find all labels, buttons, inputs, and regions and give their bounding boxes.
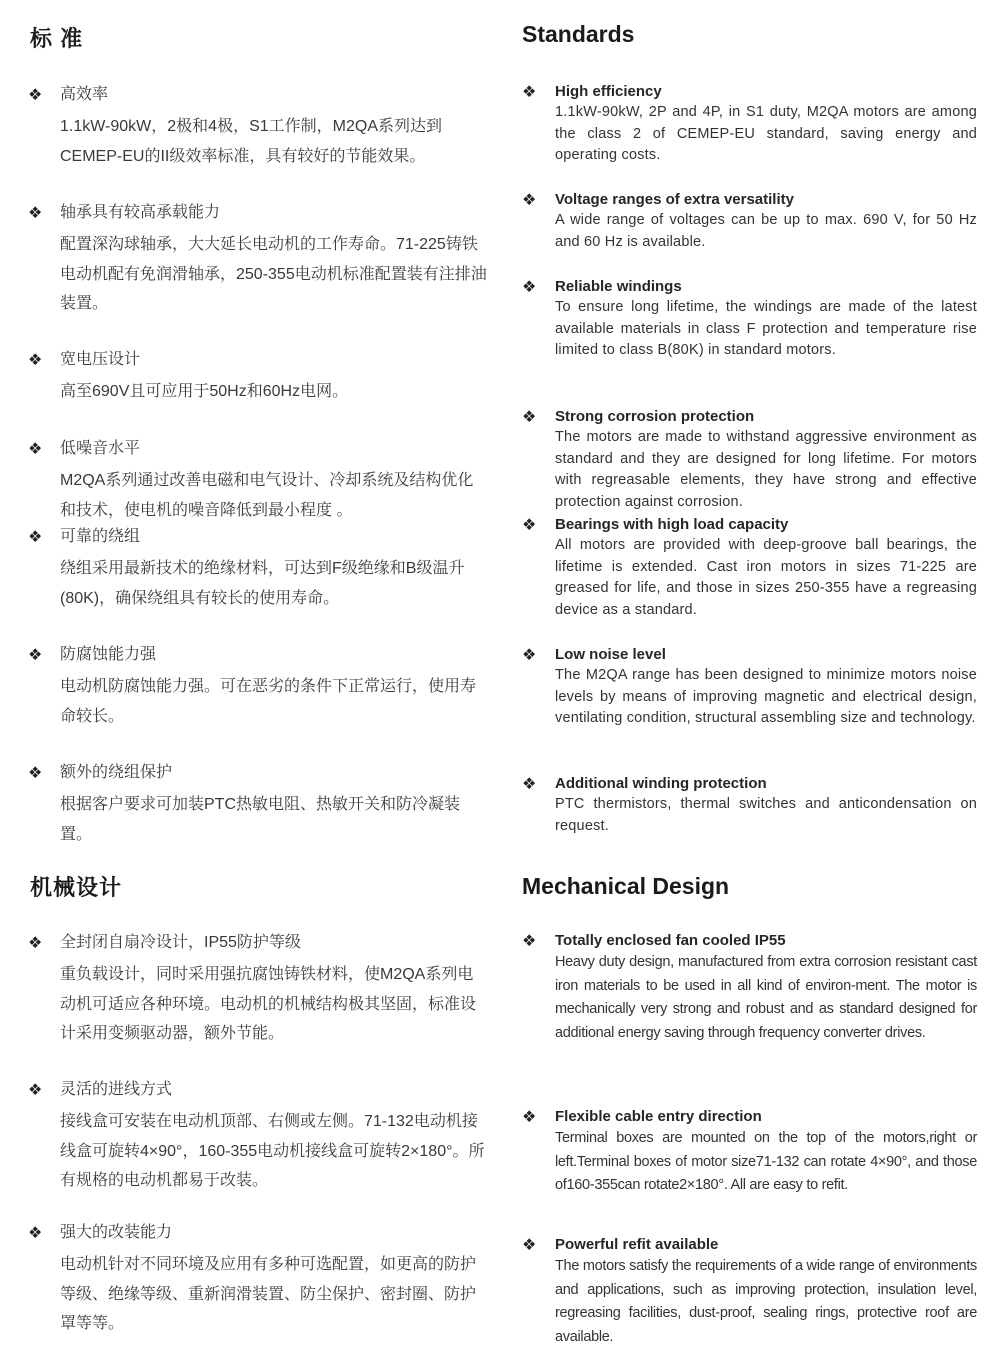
list-item: [28, 83, 488, 171]
item-title: Powerful refit available: [555, 1236, 719, 1253]
item-body: 绕组采用最新技术的绝缘材料，可达到F级绝缘和B级温升(80K)，确保绕组具有较长的使用寿命。: [60, 560, 465, 607]
list-item: [28, 761, 488, 849]
list-item: [522, 644, 977, 730]
bullet-diamond-icon: ❖: [522, 407, 537, 426]
list-item: [28, 931, 488, 1049]
item-title: Bearings with high load capacity: [555, 516, 789, 533]
section-title-mechanical-cn: 机械设计: [30, 875, 123, 900]
item-body: 接线盒可安装在电动机顶部、右侧或左侧。71-132电动机接线盒可旋转4×90°，160-355电动机接线盒可旋转2×180°。所有规格的电动机都易于改装。: [60, 1113, 485, 1189]
item-title: High efficiency: [555, 83, 662, 100]
item-body: Heavy duty design, manufactured from extra corrosion resistant cast iron materials to be used in all kind of environ-ment. The motor is mechanically very strong and robust and as standard designed for additional energy saving through frequency converter drives.: [555, 954, 977, 1041]
item-title: 轴承具有较高承载能力: [60, 204, 221, 221]
item-body: 根据客户要求可加装PTC热敏电阻、热敏开关和防冷凝装置。: [60, 796, 461, 843]
bullet-diamond-icon: ❖: [522, 277, 537, 296]
item-title: 防腐蚀能力强: [60, 646, 157, 663]
item-title: Voltage ranges of extra versatility: [555, 191, 794, 208]
bullet-diamond-icon: ❖: [28, 645, 43, 664]
list-item: [522, 189, 977, 253]
bullet-diamond-icon: ❖: [28, 1223, 43, 1242]
list-item: [28, 1221, 488, 1339]
item-body: 高至690V且可应用于50Hz和60Hz电网。: [60, 383, 349, 400]
item-body: To ensure long lifetime, the windings are made of the latest available materials in class F protection and temperature rise limited to class B(80K) in standard motors.: [555, 299, 977, 359]
item-body: 1.1kW-90kW, 2P and 4P, in S1 duty, M2QA motors are among the class 2 of CEMEP-EU standard, saving energy and operating costs.: [555, 104, 977, 164]
bullet-diamond-icon: ❖: [522, 1235, 537, 1254]
item-title: 全封闭自扇冷设计，IP55防护等级: [60, 934, 301, 951]
item-body: 1.1kW-90kW，2极和4极，S1工作制，M2QA系列达到CEMEP-EU的II级效率标准，具有较好的节能效果。: [60, 118, 442, 165]
bullet-diamond-icon: ❖: [28, 1080, 43, 1099]
bullet-diamond-icon: ❖: [522, 1107, 537, 1126]
item-body: A wide range of voltages can be up to max. 690 V, for 50 Hz and 60 Hz is available.: [555, 212, 977, 250]
list-item: [522, 773, 977, 837]
section-title-standards-cn: 标 准: [30, 26, 84, 51]
bullet-diamond-icon: ❖: [28, 763, 43, 782]
list-item: [28, 348, 488, 407]
list-item: [522, 406, 977, 514]
list-item: [522, 514, 977, 622]
item-title: 宽电压设计: [60, 351, 141, 368]
item-body: M2QA系列通过改善电磁和电气设计、冷却系统及结构优化和技术，使电机的噪音降低到最小程度 。: [60, 472, 474, 519]
item-title: Strong corrosion protection: [555, 408, 755, 425]
section-title-standards-en: Standards: [522, 21, 635, 47]
bullet-diamond-icon: ❖: [28, 85, 43, 104]
item-title: 低噪音水平: [60, 440, 141, 457]
bullet-diamond-icon: ❖: [522, 190, 537, 209]
bullet-diamond-icon: ❖: [522, 774, 537, 793]
item-body: The M2QA range has been designed to minimize motors noise levels by means of improving magnetic and electrical design, ventilating condition, structural assembling size and technology.: [555, 667, 977, 727]
item-body: The motors are made to withstand aggressive environment as standard and they are designed for long lifetime. For motors with regreasable elements, they have strong and effective protection against corrosion.: [555, 429, 977, 511]
bullet-diamond-icon: ❖: [522, 931, 537, 950]
item-body: 配置深沟球轴承，大大延长电动机的工作寿命。71-225铸铁电动机配有免润滑轴承，250-355电动机标准配置装有注排油装置。: [60, 236, 487, 312]
list-item: [522, 930, 977, 1045]
bullet-diamond-icon: ❖: [28, 527, 43, 546]
bullet-diamond-icon: ❖: [522, 82, 537, 101]
item-title: 可靠的绕组: [60, 528, 141, 545]
item-body: All motors are provided with deep-groove ball bearings, the lifetime is extended. Cast iron motors in sizes 71-225 are greased for life, and those in sizes 250-355 have a regreasing device as a standard.: [555, 537, 977, 619]
list-item: [28, 201, 488, 319]
item-title: 额外的绕组保护: [60, 764, 173, 781]
item-title: Low noise level: [555, 646, 666, 663]
item-title: Reliable windings: [555, 278, 682, 295]
list-item: [522, 81, 977, 167]
list-item: [522, 1234, 977, 1349]
bullet-diamond-icon: ❖: [28, 203, 43, 222]
bullet-diamond-icon: ❖: [28, 439, 43, 458]
list-item: [28, 1078, 488, 1196]
item-body: 电动机针对不同环境及应用有多种可选配置，如更高的防护等级、绝缘等级、重新润滑装置、防尘保护、密封圈、防护罩等等。: [60, 1256, 477, 1332]
list-item: [522, 1106, 977, 1198]
item-body: 重负载设计，同时采用强抗腐蚀铸铁材料，使M2QA系列电动机可适应各种环境。电动机的机械结构极其坚固，标准设计采用变频驱动器，额外节能。: [60, 966, 477, 1042]
list-item: [28, 525, 488, 613]
bullet-diamond-icon: ❖: [522, 645, 537, 664]
item-body: Terminal boxes are mounted on the top of the motors,right or left.Terminal boxes of motor size71-132 can rotate 4×90°, and those of160-355can rotate2×180°. All are easy to refit.: [555, 1130, 977, 1193]
bullet-diamond-icon: ❖: [28, 933, 43, 952]
list-item: [28, 437, 488, 525]
item-body: 电动机防腐蚀能力强。可在恶劣的条件下正常运行，使用寿命较长。: [60, 678, 477, 725]
item-title: Totally enclosed fan cooled IP55: [555, 932, 786, 949]
item-body: The motors satisfy the requirements of a wide range of environments and applications, such as improving protection, insulation level, regreasing facilities, dust-proof, sealing rings, protective roof are available.: [555, 1258, 977, 1345]
section-title-mechanical-en: Mechanical Design: [522, 873, 730, 899]
bullet-diamond-icon: ❖: [28, 350, 43, 369]
item-title: 灵活的进线方式: [60, 1081, 173, 1098]
item-title: 强大的改装能力: [60, 1224, 173, 1241]
list-item: [28, 643, 488, 731]
item-title: 高效率: [60, 86, 109, 103]
item-title: Additional winding protection: [555, 775, 767, 792]
bullet-diamond-icon: ❖: [522, 515, 537, 534]
list-item: [522, 276, 977, 362]
item-title: Flexible cable entry direction: [555, 1108, 762, 1125]
item-body: PTC thermistors, thermal switches and anticondensation on request.: [555, 796, 977, 834]
